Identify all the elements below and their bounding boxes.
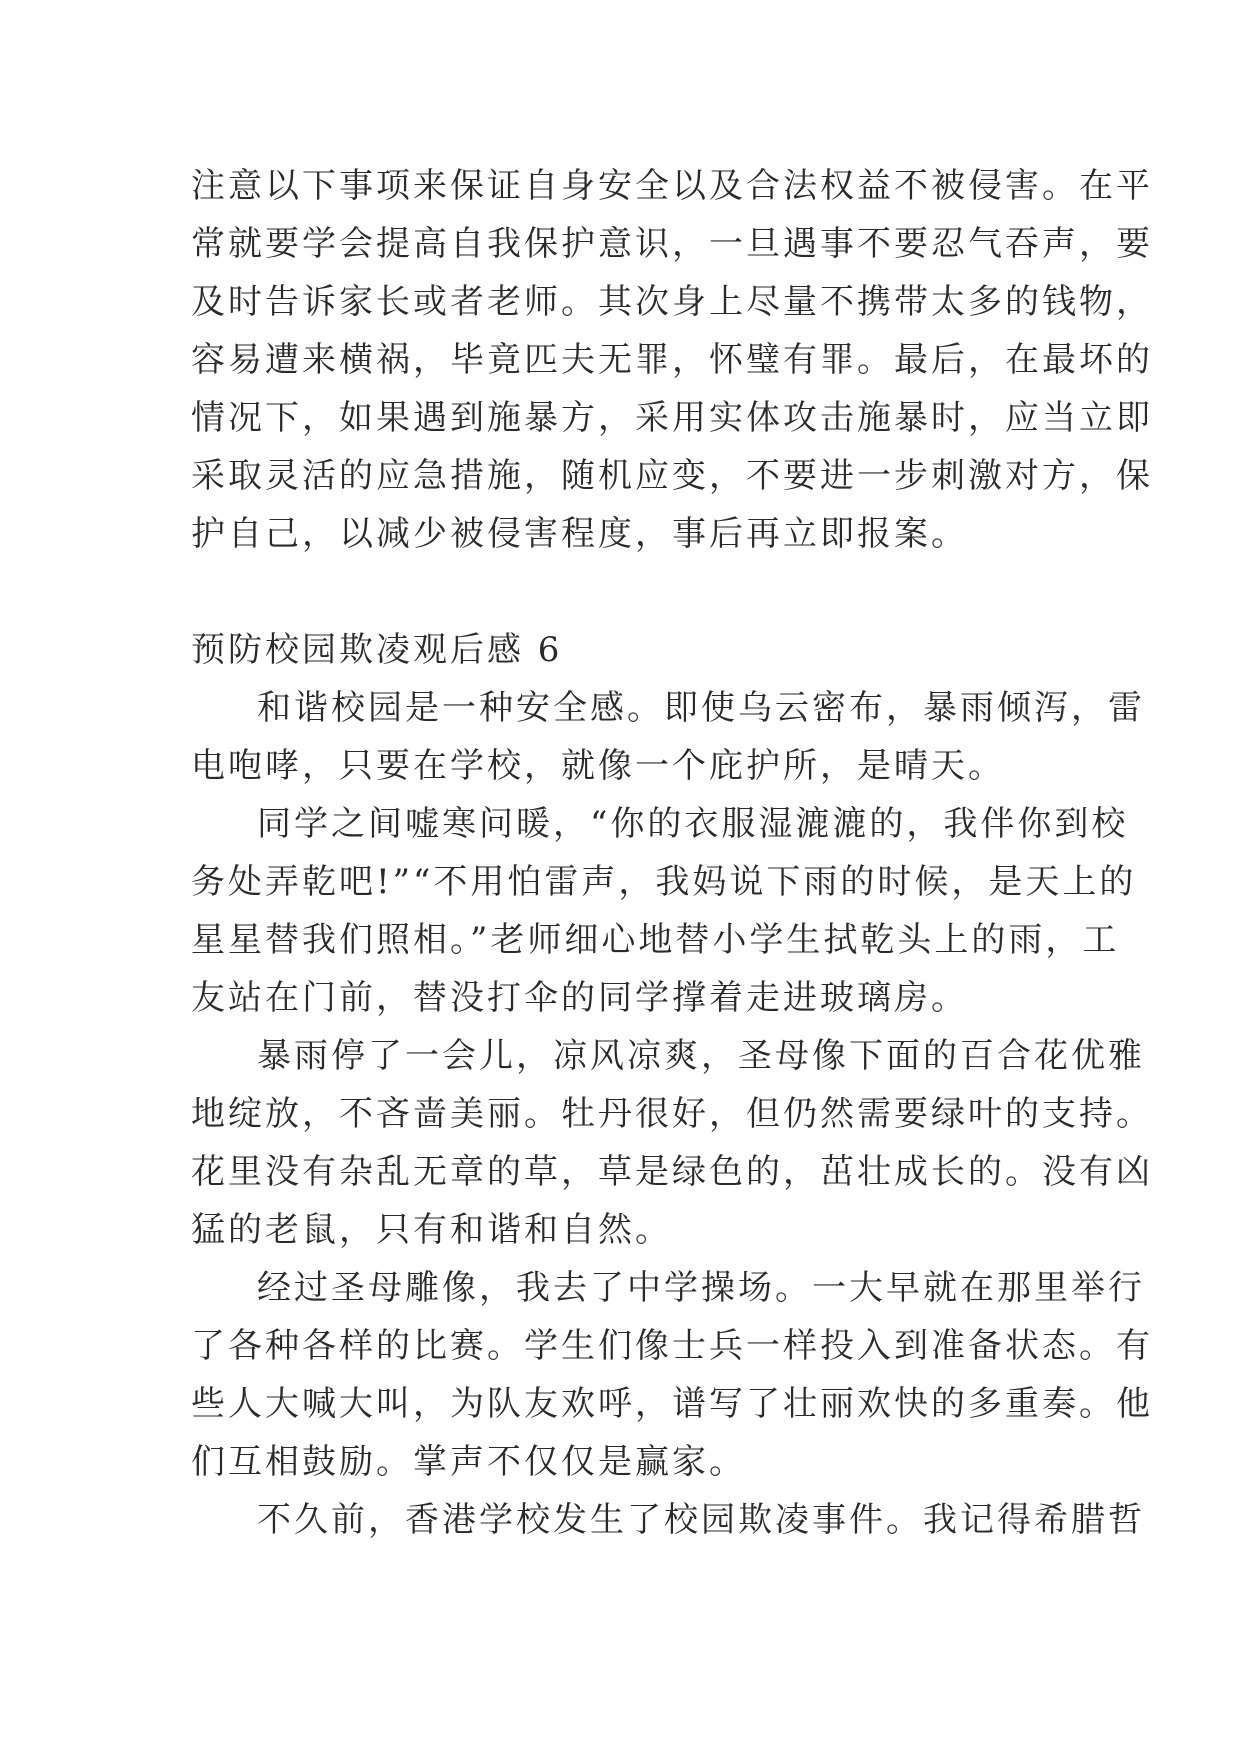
paragraph-line: 星星替我们照相。”老师细心地替小学生拭乾头上的雨，工: [191, 920, 1120, 960]
section-title: 预防校园欺凌观后感 6: [191, 630, 563, 670]
paragraph-line: 护自己，以减少被侵害程度，事后再立即报案。: [191, 514, 968, 554]
paragraph-line: 猛的老鼠，只有和谐和自然。: [191, 1210, 672, 1250]
paragraph-line: 及时告诉家长或者老师。其次身上尽量不携带太多的钱物，: [191, 282, 1153, 322]
paragraph-line: 情况下，如果遇到施暴方，采用实体攻击施暴时，应当立即: [191, 398, 1153, 438]
paragraph-line: 们互相鼓励。掌声不仅仅是赢家。: [191, 1442, 746, 1482]
paragraph-line: 友站在门前，替没打伞的同学撑着走进玻璃房。: [191, 978, 968, 1018]
paragraph-line: 不久前，香港学校发生了校园欺凌事件。我记得希腊哲: [257, 1500, 1145, 1540]
paragraph-line: 和谐校园是一种安全感。即使乌云密布，暴雨倾泻，雷: [257, 688, 1145, 728]
paragraph-line: 些人大喊大叫，为队友欢呼，谱写了壮丽欢快的多重奏。他: [191, 1384, 1153, 1424]
paragraph-line: 了各种各样的比赛。学生们像士兵一样投入到准备状态。有: [191, 1326, 1153, 1366]
paragraph-line: 常就要学会提高自我保护意识，一旦遇事不要忍气吞声，要: [191, 224, 1153, 264]
paragraph-line: 注意以下事项来保证自身安全以及合法权益不被侵害。在平: [191, 166, 1153, 206]
paragraph-line: 经过圣母雕像，我去了中学操场。一大早就在那里举行: [257, 1268, 1145, 1308]
paragraph-line: 同学之间嘘寒问暖，“你的衣服湿漉漉的，我伴你到校: [257, 804, 1129, 844]
paragraph-line: 暴雨停了一会儿，凉风凉爽，圣母像下面的百合花优雅: [257, 1036, 1145, 1076]
paragraph-line: 容易遭来横祸，毕竟匹夫无罪，怀璧有罪。最后，在最坏的: [191, 340, 1153, 380]
paragraph-line: 采取灵活的应急措施，随机应变，不要进一步刺激对方，保: [191, 456, 1153, 496]
paragraph-line: 花里没有杂乱无章的草，草是绿色的，茁壮成长的。没有凶: [191, 1152, 1153, 1192]
paragraph-line: 地绽放，不吝啬美丽。牡丹很好，但仍然需要绿叶的支持。: [191, 1094, 1153, 1134]
paragraph-line: 务处弄乾吧!”“不用怕雷声，我妈说下雨的时候，是天上的: [191, 862, 1137, 902]
paragraph-line: 电咆哮，只要在学校，就像一个庇护所，是晴天。: [191, 746, 1005, 786]
